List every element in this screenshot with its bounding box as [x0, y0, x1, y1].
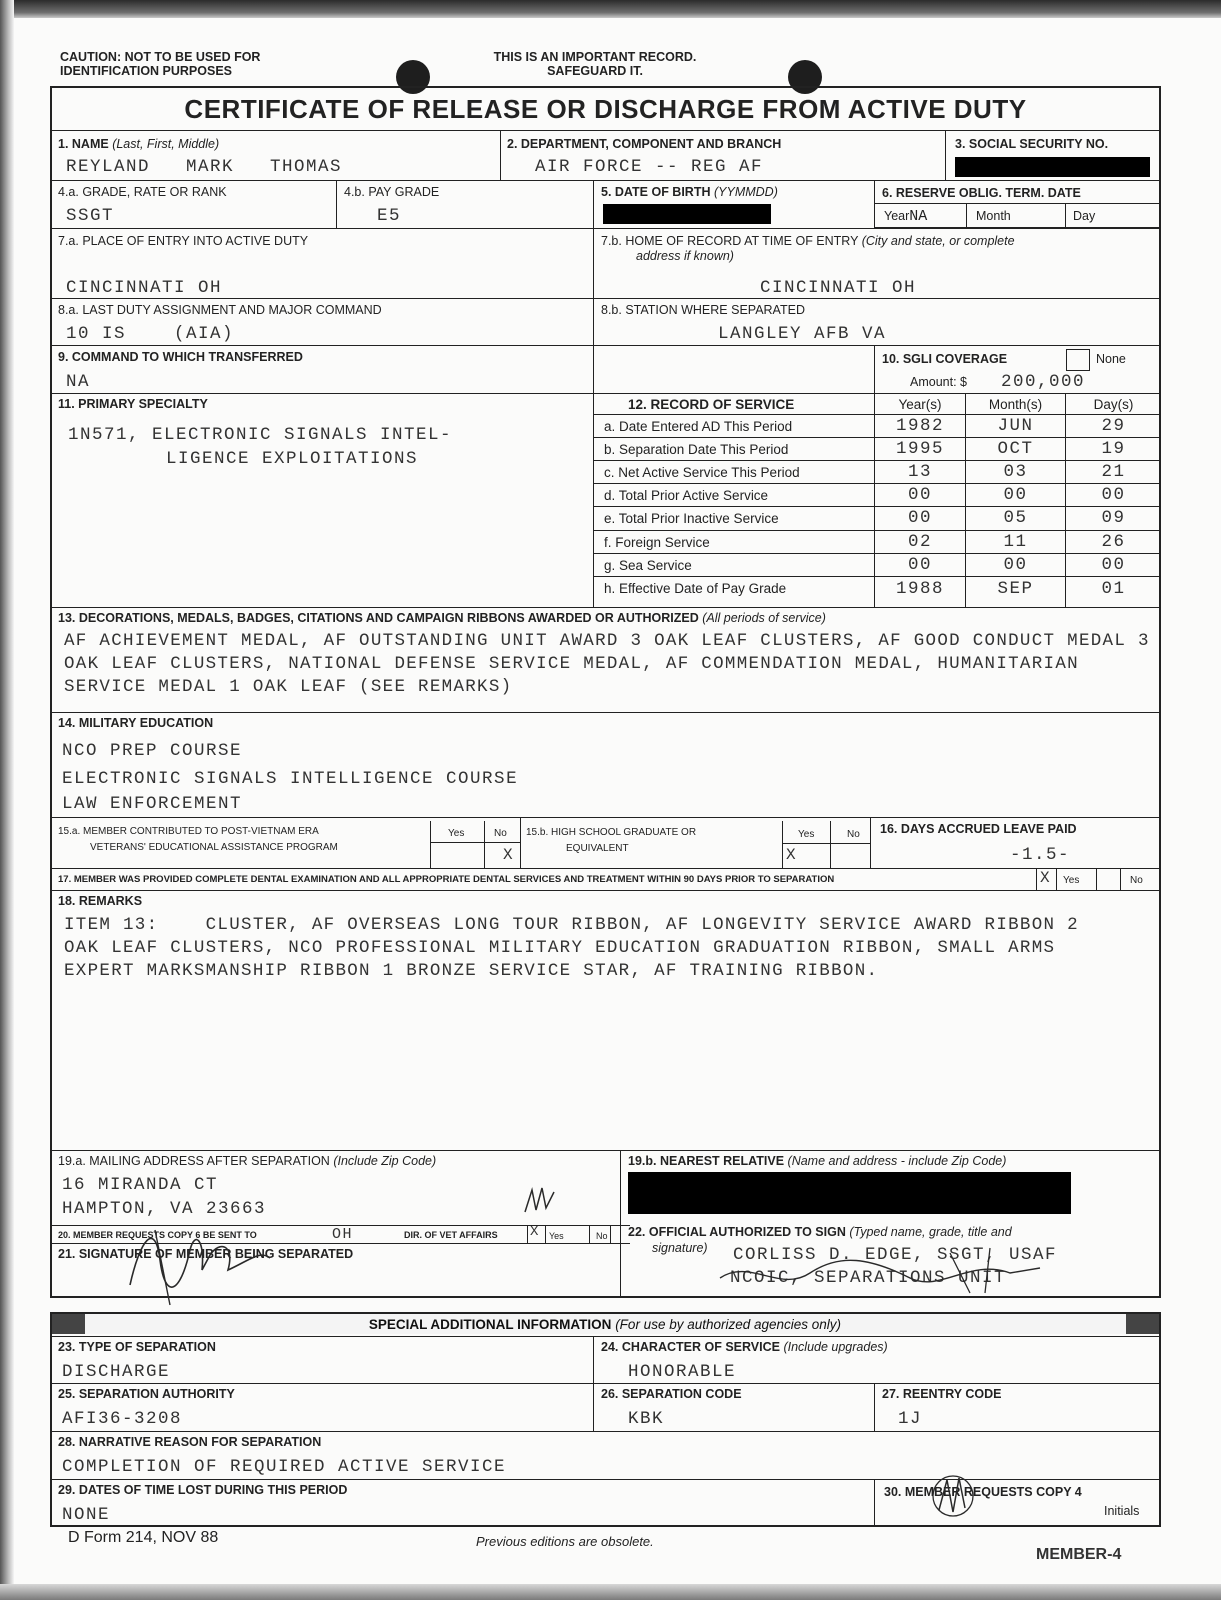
- previous-editions-note: Previous editions are obsolete.: [476, 1534, 654, 1549]
- sgli-none-label: None: [1096, 352, 1126, 366]
- separation-authority-value: AFI36-3208: [62, 1409, 183, 1429]
- department-label: 2. DEPARTMENT, COMPONENT AND BRANCH: [507, 137, 782, 151]
- primary-specialty-line1: 1N571, ELECTRONIC SIGNALS INTEL-: [68, 425, 453, 445]
- rule: [1056, 868, 1057, 890]
- nearest-relative-redaction: [628, 1172, 1071, 1214]
- copy6-state-value: OH: [332, 1226, 354, 1243]
- home-of-record-value: CINCINNATI OH: [760, 278, 917, 298]
- rule: [593, 530, 1161, 531]
- department-value: AIR FORCE -- REG AF: [535, 157, 764, 177]
- official-sublabel: signature): [652, 1241, 708, 1255]
- rule: [593, 506, 1161, 507]
- station-value: LANGLEY AFB VA: [718, 324, 887, 344]
- hs-grad-label-line2: EQUIVALENT: [566, 843, 629, 854]
- rule: [593, 437, 1161, 438]
- rule: [50, 607, 1161, 608]
- official-title: NCOIC, SEPARATIONS UNIT: [730, 1268, 1007, 1288]
- last-duty-value: 10 IS (AIA): [66, 324, 235, 344]
- rule: [50, 130, 1161, 131]
- sgli-label: 10. SGLI COVERAGE: [882, 352, 1008, 366]
- service-row-year: 00: [907, 555, 932, 575]
- rule: [50, 180, 1161, 181]
- decorations-value: AF ACHIEVEMENT MEDAL, AF OUTSTANDING UNIT AWARD 3 OAK LEAF CLUSTERS, AF GOOD CONDUCT MEDAL 3 OAK LEAF CLUSTERS, NATIONAL DEFENSE SERVICE MEDAL, AF COMMENDATION MEDAL, HUMANITARIAN SERVICE MEDAL 1 OAK LEAF (SEE REMARKS): [64, 631, 1150, 697]
- rule: [966, 203, 967, 228]
- rule: [50, 298, 1161, 299]
- rule: [593, 1336, 594, 1431]
- mailing-address-line1: 16 MIRANDA CT: [62, 1175, 219, 1195]
- primary-specialty-label: 11. PRIMARY SPECIALTY: [58, 397, 208, 411]
- rule: [782, 843, 870, 844]
- station-label: 8.b. STATION WHERE SEPARATED: [601, 303, 805, 317]
- rule: [50, 1431, 1161, 1432]
- caution-notice: CAUTION: NOT TO BE USED FOR IDENTIFICATION PURPOSES: [60, 50, 261, 78]
- member-signature-label: 21. SIGNATURE OF MEMBER BEING SEPARATED: [58, 1247, 354, 1261]
- service-row-year: 02: [907, 532, 932, 552]
- home-of-record-label: 7.b. HOME OF RECORD AT TIME OF ENTRY (City and state, or complete: [601, 234, 1015, 248]
- veap-label-line1: 15.a. MEMBER CONTRIBUTED TO POST-VIETNAM ERA: [58, 826, 319, 837]
- reserve-obligation-label: 6. RESERVE OBLIG. TERM. DATE: [882, 186, 1081, 200]
- reentry-code-value: 1J: [898, 1409, 923, 1429]
- grade-label: 4.a. GRADE, RATE OR RANK: [58, 185, 227, 199]
- veap-yes-label: Yes: [448, 828, 465, 839]
- copy4-initials-mark: [925, 1470, 985, 1525]
- rule: [1065, 203, 1066, 228]
- col-months: Month(s): [988, 397, 1043, 412]
- rule: [50, 1383, 1161, 1384]
- separation-code-label: 26. SEPARATION CODE: [601, 1387, 742, 1401]
- military-education-label: 14. MILITARY EDUCATION: [58, 716, 214, 730]
- rule: [945, 130, 946, 180]
- education-line: ELECTRONIC SIGNALS INTELLIGENCE COURSE: [62, 769, 519, 789]
- copy4-initials-label: Initials: [1104, 1504, 1140, 1518]
- rule: [870, 817, 871, 868]
- special-banner: SPECIAL ADDITIONAL INFORMATION (For use by authorized agencies only): [50, 1317, 1160, 1332]
- mailing-address-label: 19.a. MAILING ADDRESS AFTER SEPARATION (Include Zip Code): [58, 1154, 437, 1168]
- reentry-code-label: 27. REENTRY CODE: [882, 1387, 1002, 1401]
- service-row-day: 29: [1101, 416, 1126, 436]
- reserve-day-label: Day: [1073, 209, 1096, 223]
- rule: [593, 483, 1161, 484]
- rule: [589, 1225, 590, 1243]
- service-row-month: OCT: [997, 439, 1034, 459]
- education-line: LAW ENFORCEMENT: [62, 794, 243, 814]
- rule: [50, 890, 1161, 891]
- rule: [50, 817, 1161, 818]
- service-row-label: c. Net Active Service This Period: [604, 465, 800, 480]
- primary-specialty-line2: LIGENCE EXPLOITATIONS: [166, 449, 419, 469]
- sgli-amount-label: Amount: $: [910, 375, 967, 389]
- dental-no-label: No: [1130, 875, 1143, 886]
- dva-yes-checkbox[interactable]: X: [530, 1224, 539, 1240]
- rule: [1036, 868, 1037, 890]
- copy4-label: 30. MEMBER REQUESTS COPY 4: [884, 1485, 1082, 1499]
- service-row-day: 26: [1101, 532, 1126, 552]
- scan-top-edge: [0, 0, 1221, 18]
- rule: [830, 821, 831, 868]
- character-of-service-value: HONORABLE: [628, 1362, 737, 1382]
- rule: [50, 393, 1161, 394]
- col-days: Day(s): [1093, 397, 1134, 412]
- service-row-day: 00: [1101, 555, 1126, 575]
- ssn-label: 3. SOCIAL SECURITY NO.: [955, 137, 1109, 151]
- grade-value: SSGT: [66, 206, 115, 226]
- hs-grad-no-label: No: [847, 829, 860, 840]
- service-row-day: 00: [1101, 485, 1126, 505]
- name-value: REYLAND MARK THOMAS: [66, 157, 343, 177]
- service-row-month: 00: [1003, 555, 1028, 575]
- rule: [1096, 868, 1097, 890]
- dva-yes-label: Yes: [549, 1231, 564, 1241]
- form-number: D Form 214, NOV 88: [68, 1529, 219, 1546]
- command-transferred-label: 9. COMMAND TO WHICH TRANSFERRED: [58, 350, 303, 364]
- education-line: NCO PREP COURSE: [62, 741, 243, 761]
- scan-left-edge: [0, 0, 14, 1600]
- initials-mark: [520, 1182, 560, 1218]
- service-row-year: 13: [907, 462, 932, 482]
- service-row-day: 01: [1101, 579, 1126, 599]
- official-label: 22. OFFICIAL AUTHORIZED TO SIGN (Typed name, grade, title and: [628, 1225, 1012, 1239]
- service-row-year: 1995: [895, 439, 944, 459]
- separation-type-label: 23. TYPE OF SEPARATION: [58, 1340, 216, 1354]
- sgli-amount-value: 200,000: [1001, 372, 1086, 392]
- remarks-label: 18. REMARKS: [58, 894, 143, 908]
- veap-no-checkbox[interactable]: X: [503, 846, 513, 864]
- member-signature: [110, 1200, 290, 1310]
- rule: [50, 1336, 1161, 1337]
- rule: [874, 1383, 875, 1431]
- service-row-month: 03: [1003, 462, 1028, 482]
- rule: [874, 1479, 875, 1527]
- rule: [620, 1150, 621, 1298]
- rule: [593, 180, 594, 607]
- leave-paid-label: 16. DAYS ACCRUED LEAVE PAID: [880, 822, 1077, 836]
- rule: [50, 345, 1161, 346]
- time-lost-value: NONE: [62, 1505, 111, 1525]
- birth-date-label: 5. DATE OF BIRTH (YYMMDD): [601, 185, 778, 199]
- rule: [430, 842, 520, 843]
- col-years: Year(s): [898, 397, 942, 412]
- pay-grade-value: E5: [377, 206, 402, 226]
- hs-grad-yes-checkbox[interactable]: X: [786, 846, 796, 864]
- service-row-year: 00: [907, 508, 932, 528]
- sgli-none-checkbox[interactable]: [1066, 349, 1090, 371]
- separation-code-value: KBK: [628, 1409, 665, 1429]
- form-title: CERTIFICATE OF RELEASE OR DISCHARGE FROM ACTIVE DUTY: [184, 94, 1027, 124]
- remarks-value: ITEM 13: CLUSTER, AF OVERSEAS LONG TOUR RIBBON, AF LONGEVITY SERVICE AWARD RIBBON 2 OAK LEAF CLUSTERS, NCO PROFESSIONAL MILITARY EDUCATION GRADUATION RIBBON, SMALL ARMS EXPERT MARKSMANSHIP RIBBON 1 BRONZE SERVICE STAR, AF TRAINING RIBBON.: [64, 915, 1091, 981]
- last-duty-label: 8.a. LAST DUTY ASSIGNMENT AND MAJOR COMMAND: [58, 303, 382, 317]
- veap-label-line2: VETERANS' EDUCATIONAL ASSISTANCE PROGRAM: [90, 842, 338, 853]
- rule: [50, 868, 1161, 869]
- service-row-label: e. Total Prior Inactive Service: [604, 511, 779, 526]
- pay-grade-label: 4.b. PAY GRADE: [344, 185, 440, 199]
- dva-no-label: No: [596, 1231, 608, 1241]
- birth-date-redaction: [603, 204, 771, 224]
- service-row-month: 00: [1003, 485, 1028, 505]
- reserve-year-label: YearNA: [884, 208, 928, 225]
- veap-no-label: No: [494, 828, 507, 839]
- scan-bottom-edge: [0, 1584, 1221, 1600]
- leave-paid-value: -1.5-: [1010, 845, 1071, 865]
- time-lost-label: 29. DATES OF TIME LOST DURING THIS PERIOD: [58, 1483, 348, 1497]
- dva-label: DIR. OF VET AFFAIRS: [404, 1230, 498, 1240]
- official-name: CORLISS D. EDGE, SSGT, USAF: [733, 1245, 1058, 1265]
- official-signature: [710, 1238, 1050, 1298]
- service-row-day: 19: [1101, 439, 1126, 459]
- service-row-label: h. Effective Date of Pay Grade: [604, 581, 787, 596]
- separation-authority-label: 25. SEPARATION AUTHORITY: [58, 1387, 235, 1401]
- rule: [520, 817, 521, 868]
- service-row-year: 00: [907, 485, 932, 505]
- copy6-label: 20. MEMBER REQUESTS COPY 6 BE SENT TO: [58, 1230, 257, 1240]
- rule: [610, 1225, 611, 1243]
- command-transferred-value: NA: [66, 372, 91, 392]
- dental-exam-label: 17. MEMBER WAS PROVIDED COMPLETE DENTAL EXAMINATION AND ALL APPROPRIATE DENTAL SERVICES AND TREATMENT WITHIN 90 DAYS PRIOR TO SEPARATION: [58, 874, 835, 885]
- name-label: 1. NAME (Last, First, Middle): [58, 137, 220, 151]
- dental-yes-label: Yes: [1063, 875, 1080, 886]
- narrative-reason-label: 28. NARRATIVE REASON FOR SEPARATION: [58, 1435, 322, 1449]
- service-row-label: b. Separation Date This Period: [604, 442, 789, 457]
- home-of-record-sublabel: address if known): [636, 249, 734, 263]
- rule: [500, 130, 501, 180]
- nearest-relative-label: 19.b. NEAREST RELATIVE (Name and address - include Zip Code): [628, 1154, 1007, 1168]
- rule: [1120, 868, 1121, 890]
- service-row-month: 11: [1003, 532, 1028, 552]
- rule: [782, 821, 783, 868]
- copy-designation: MEMBER-4: [1036, 1546, 1122, 1563]
- rule: [336, 180, 337, 228]
- separation-type-value: DISCHARGE: [62, 1362, 171, 1382]
- service-row-label: a. Date Entered AD This Period: [604, 419, 793, 434]
- character-of-service-label: 24. CHARACTER OF SERVICE (Include upgrades): [601, 1340, 888, 1354]
- mailing-address-line2: HAMPTON, VA 23663: [62, 1199, 267, 1219]
- rule: [50, 228, 1161, 229]
- record-of-service-label: 12. RECORD OF SERVICE: [628, 397, 795, 412]
- rule: [50, 1150, 1161, 1151]
- narrative-reason-value: COMPLETION OF REQUIRED ACTIVE SERVICE: [62, 1457, 507, 1477]
- service-row-year: 1982: [895, 416, 944, 436]
- hs-grad-yes-label: Yes: [798, 829, 815, 840]
- rule: [484, 821, 485, 868]
- important-record-notice: THIS IS AN IMPORTANT RECORD. SAFEGUARD IT.: [493, 50, 697, 78]
- rule: [593, 553, 1161, 554]
- dental-yes-checkbox[interactable]: X: [1040, 869, 1050, 887]
- service-row-label: g. Sea Service: [604, 558, 692, 573]
- reserve-month-label: Month: [976, 209, 1011, 223]
- entry-place-value: CINCINNATI OH: [66, 278, 223, 298]
- rule: [593, 576, 1161, 577]
- rule: [50, 1479, 1161, 1480]
- rule: [593, 414, 1161, 415]
- ssn-redaction: [955, 157, 1150, 177]
- rule: [593, 460, 1161, 461]
- rule: [430, 821, 431, 868]
- service-row-day: 21: [1101, 462, 1126, 482]
- service-row-year: 1988: [895, 579, 944, 599]
- entry-place-label: 7.a. PLACE OF ENTRY INTO ACTIVE DUTY: [58, 234, 309, 248]
- service-row-day: 09: [1101, 508, 1126, 528]
- hs-grad-label-line1: 15.b. HIGH SCHOOL GRADUATE OR: [526, 827, 697, 838]
- rule: [50, 712, 1161, 713]
- service-row-month: 05: [1003, 508, 1028, 528]
- rule: [527, 1225, 528, 1243]
- decorations-label: 13. DECORATIONS, MEDALS, BADGES, CITATIONS AND CAMPAIGN RIBBONS AWARDED OR AUTHORIZED (All periods of service): [58, 611, 826, 625]
- service-row-label: f. Foreign Service: [604, 535, 710, 550]
- service-row-month: JUN: [997, 416, 1034, 436]
- service-row-label: d. Total Prior Active Service: [604, 488, 769, 503]
- service-row-month: SEP: [997, 579, 1034, 599]
- rule: [545, 1225, 546, 1243]
